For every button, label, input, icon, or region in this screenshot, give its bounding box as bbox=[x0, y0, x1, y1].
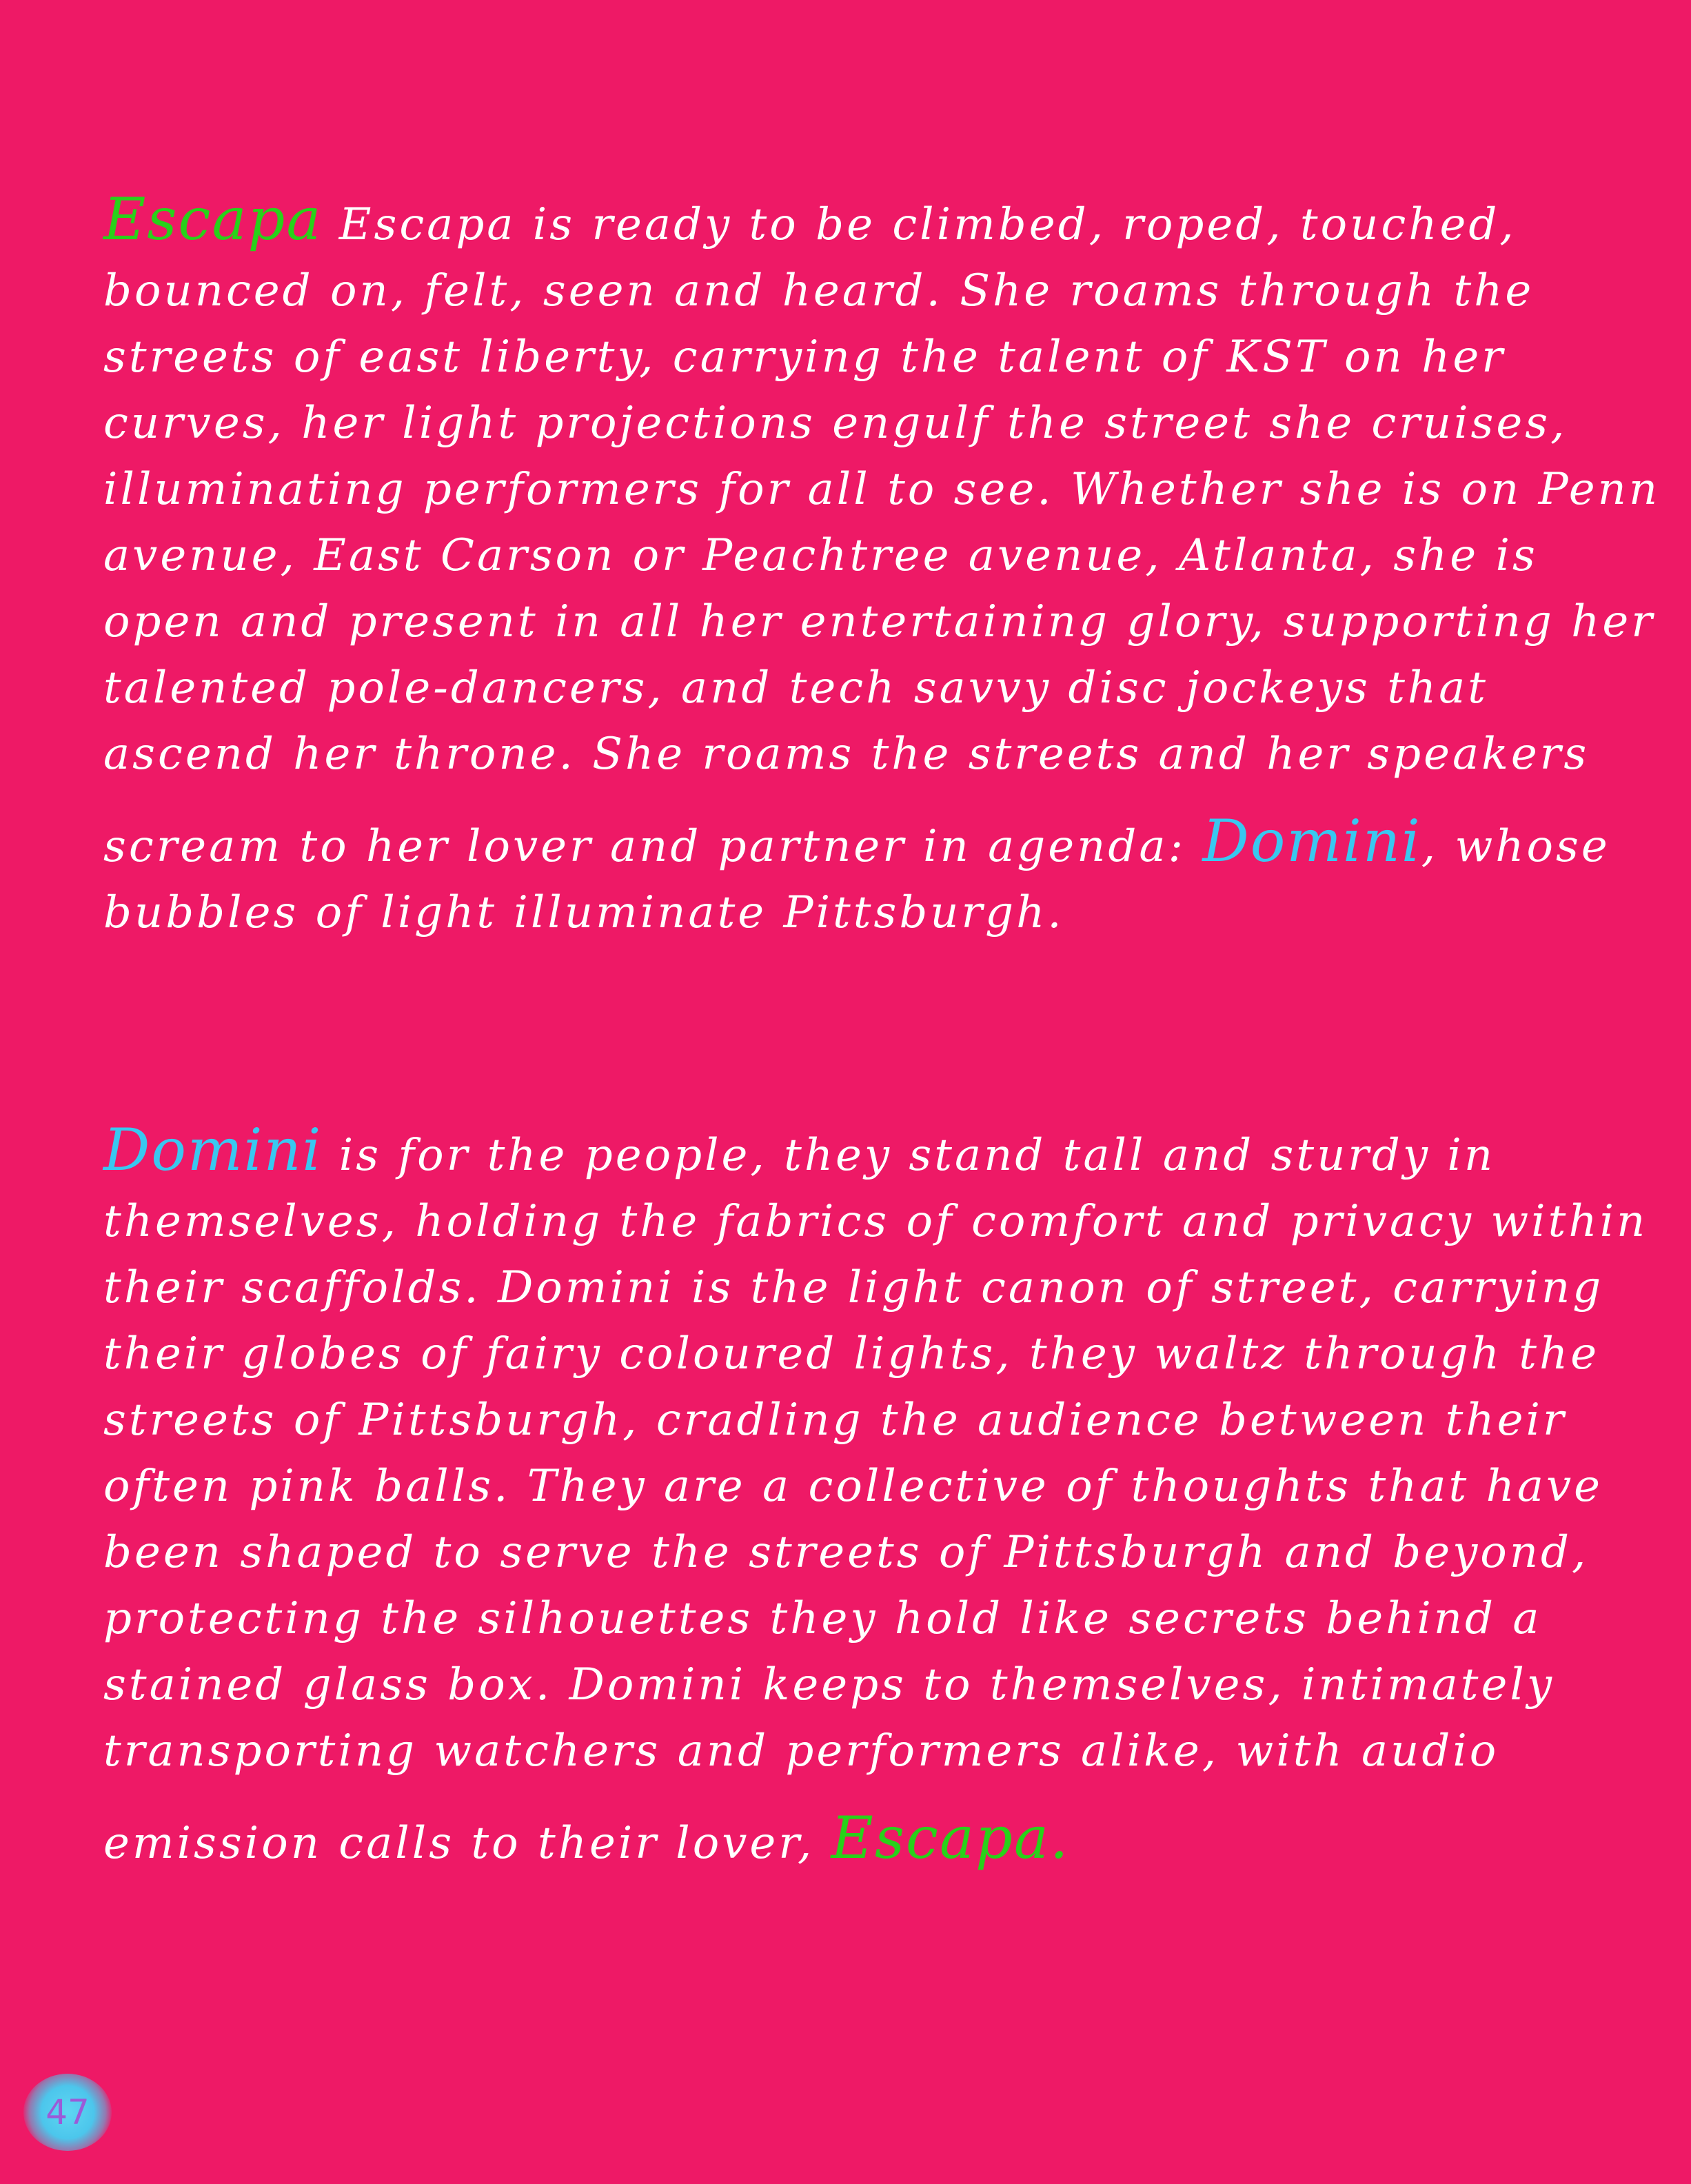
escapa-paragraph bbox=[103, 185, 1661, 946]
domini-mention: Domini bbox=[1202, 807, 1421, 875]
domini-line-2: themselves, holding the fabrics of comfort and privacy within bbox=[103, 1196, 1648, 1247]
page-number: 47 bbox=[45, 2092, 90, 2132]
escapa-line-11: bubbles of light illuminate Pittsburgh. bbox=[103, 887, 1064, 938]
domini-line-5: streets of Pittsburgh, cradling the audience between their bbox=[103, 1395, 1567, 1446]
page-number-badge bbox=[23, 2074, 112, 2151]
escapa-mention: Escapa. bbox=[831, 1804, 1070, 1872]
domini-paragraph bbox=[103, 1116, 1648, 1877]
escapa-line-8: talented pole-dancers, and tech savvy disc jockeys that bbox=[103, 663, 1488, 714]
domini-line-4: their globes of fairy coloured lights, they waltz through the bbox=[103, 1328, 1600, 1379]
domini-line-11: emission calls to their lover, Escapa. bbox=[103, 1804, 1070, 1872]
domini-line-7: been shaped to serve the streets of Pittsburgh and beyond, bbox=[103, 1527, 1589, 1578]
domini-line-9: stained glass box. Domini keeps to themselves, intimately bbox=[103, 1659, 1555, 1710]
domini-line-1: Domini is for the people, they stand tall and sturdy in bbox=[103, 1116, 1496, 1184]
domini-heading: Domini bbox=[103, 1116, 323, 1184]
domini-line-6: often pink balls. They are a collective of thoughts that have bbox=[103, 1461, 1603, 1512]
escapa-line-1: Escapa Escapa is ready to be climbed, roped, touched, bbox=[103, 185, 1517, 253]
escapa-line-2: bounced on, felt, seen and heard. She roams through the bbox=[103, 265, 1535, 316]
escapa-line-7: open and present in all her entertaining glory, supporting her bbox=[103, 596, 1655, 647]
domini-line-8: protecting the silhouettes they hold like secrets behind a bbox=[103, 1593, 1542, 1644]
domini-line-3: their scaffolds. Domini is the light canon of street, carrying bbox=[103, 1262, 1604, 1313]
escapa-line-9: ascend her throne. She roams the streets and her speakers bbox=[103, 729, 1590, 780]
domini-line-10: transporting watchers and performers alike, with audio bbox=[103, 1726, 1499, 1777]
escapa-line-4: curves, her light projections engulf the street she cruises, bbox=[103, 398, 1568, 449]
escapa-heading: Escapa bbox=[103, 185, 323, 253]
escapa-line-3: streets of east liberty, carrying the talent of KST on her bbox=[103, 332, 1506, 383]
escapa-line-10: scream to her lover and partner in agenda: Domini, whose bbox=[103, 807, 1610, 875]
escapa-line-5: illuminating performers for all to see. Whether she is on Penn bbox=[103, 464, 1661, 515]
escapa-line-6: avenue, East Carson or Peachtree avenue, Atlanta, she is bbox=[103, 530, 1538, 581]
